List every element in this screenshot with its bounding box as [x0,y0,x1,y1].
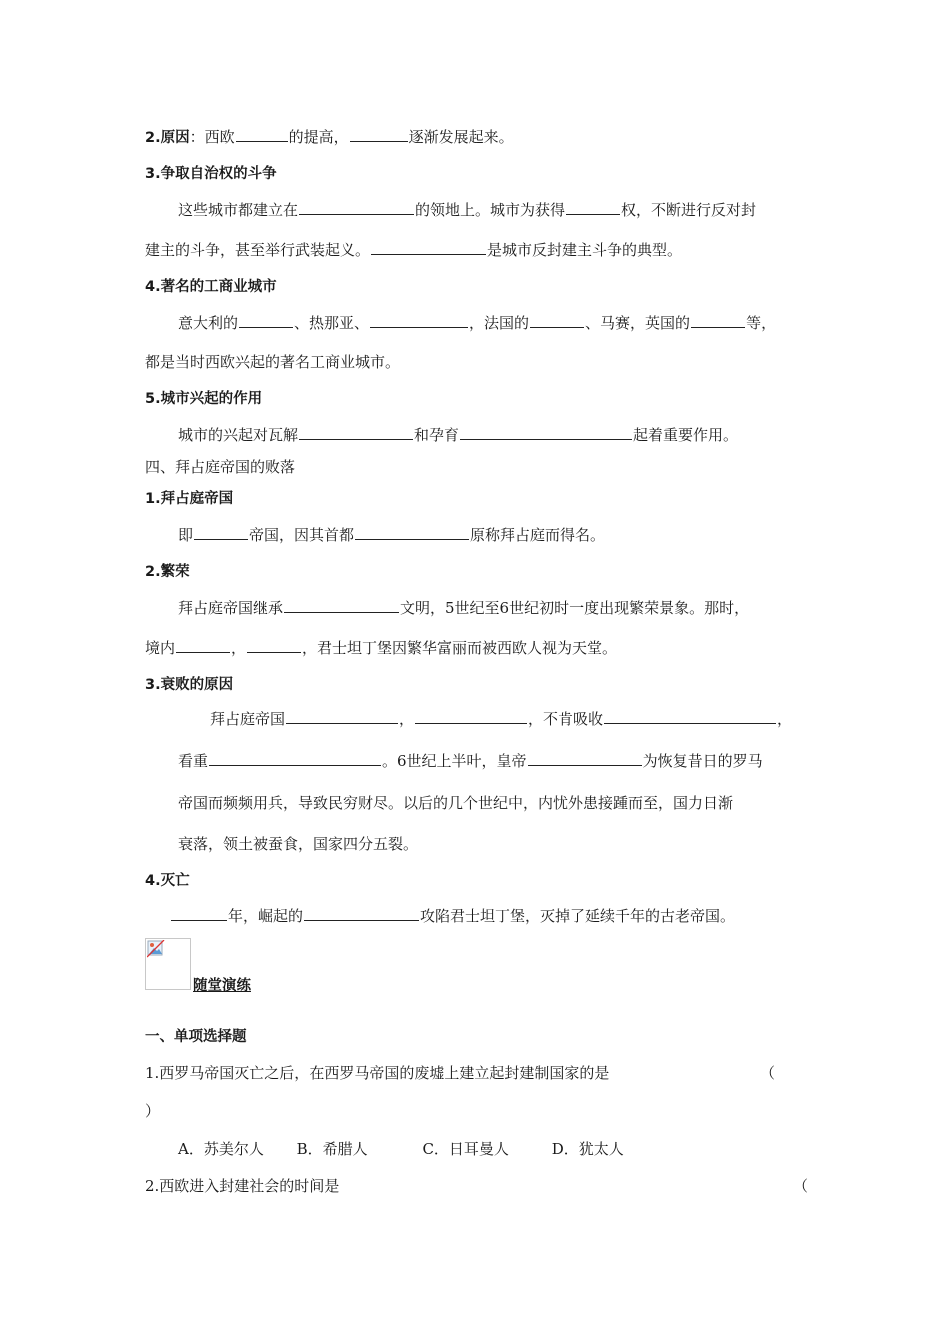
section-heading: 2.繁荣 [145,564,190,580]
answer-blank[interactable] [236,126,288,142]
paragraph-line: 衰落，领土被蚕食，国家四分五裂。 [178,835,419,853]
section-heading: 3.争取自治权的斗争 [145,166,277,182]
answer-blank[interactable] [370,312,468,328]
section-heading: 3.衰败的原因 [145,677,234,693]
paragraph-line: 建主的斗争，甚至举行武装起义。 是城市反封建主斗争的典型。 [145,241,683,259]
paragraph-line: 年，崛起的 攻陷君士坦丁堡，灭掉了延续千年的古老帝国。 [170,905,735,927]
answer-blank[interactable] [286,708,398,724]
answer-blank[interactable] [171,905,227,921]
section-heading: 5.城市兴起的作用 [145,391,263,407]
section-heading: 4.灭亡 [145,873,190,889]
answer-blank[interactable] [415,708,527,724]
answer-blank[interactable] [194,524,248,540]
paragraph-line: 拜占庭帝国 ， ，不肯吸收 ， [210,710,793,728]
answer-blank[interactable] [371,239,486,255]
option-c[interactable]: C．日耳曼人 [422,1140,509,1158]
section-heading: 4.著名的工商业城市 [145,279,277,295]
broken-image-icon [145,938,191,990]
paragraph-line: 拜占庭帝国继承 文明，5世纪至6世纪初时一度出现繁荣景象。那时， [178,599,750,617]
answer-blank[interactable] [355,524,469,540]
option-b[interactable]: B．希腊人 [296,1140,368,1158]
answer-blank[interactable] [304,905,419,921]
answer-blank[interactable] [460,424,632,440]
option-d[interactable]: D．犹太人 [551,1140,624,1158]
paragraph-line: 即 帝国，因其首都 原称拜占庭而得名。 [178,526,606,544]
practice-title: 随堂演练 [193,978,251,994]
paragraph-line: 帝国而频频用兵，导致民穷财尽。以后的几个世纪中，内忧外患接踵而至，国力日渐 [178,794,734,812]
answer-paren-open: （ [760,1064,776,1082]
answer-blank[interactable] [239,312,293,328]
paragraph-line: 意大利的 、热那亚、 ，法国的 、马赛，英国的 等， [178,314,777,332]
answer-paren-close: ） [145,1102,161,1120]
answer-blank[interactable] [528,750,642,766]
answer-blank[interactable] [299,424,413,440]
answer-blank[interactable] [350,126,408,142]
answer-blank[interactable] [566,199,620,215]
part-title: 四、拜占庭帝国的败落 [145,458,296,476]
answer-blank[interactable] [299,199,414,215]
answer-blank[interactable] [247,637,301,653]
cause-line: 2.原因：西欧 的提高， 逐渐发展起来。 [145,128,514,146]
answer-blank[interactable] [691,312,745,328]
answer-blank[interactable] [209,750,381,766]
answer-blank[interactable] [604,708,776,724]
paragraph-line: 境内 ， ，君士坦丁堡因繁华富丽而被西欧人视为天堂。 [145,639,618,657]
paragraph-line: 看重 。6世纪上半叶，皇帝 为恢复昔日的罗马 [178,752,763,770]
paragraph-line: 城市的兴起对瓦解 和孕育 起着重要作用。 [178,426,739,444]
paragraph-line: 这些城市都建立在 的领地上。城市为获得 权，不断进行反对封 [178,201,757,219]
question-1: 1.西罗马帝国灭亡之后，在西罗马帝国的废墟上建立起封建制国家的是 [145,1064,610,1082]
image-placeholder-icon [147,940,165,958]
option-a[interactable]: A．苏美尔人 [178,1140,264,1158]
question-2: 2.西欧进入封建社会的时间是 [145,1177,340,1195]
paragraph-line: 都是当时西欧兴起的著名工商业城市。 [145,353,401,371]
section-heading: 1.拜占庭帝国 [145,491,234,507]
answer-blank[interactable] [176,637,230,653]
answer-blank[interactable] [530,312,584,328]
section-heading: 2.原因 [145,130,190,146]
answer-blank[interactable] [284,597,399,613]
question-1-options [178,1138,624,1160]
answer-paren-open: （ [793,1177,809,1195]
exercise-heading: 一、单项选择题 [145,1029,247,1045]
